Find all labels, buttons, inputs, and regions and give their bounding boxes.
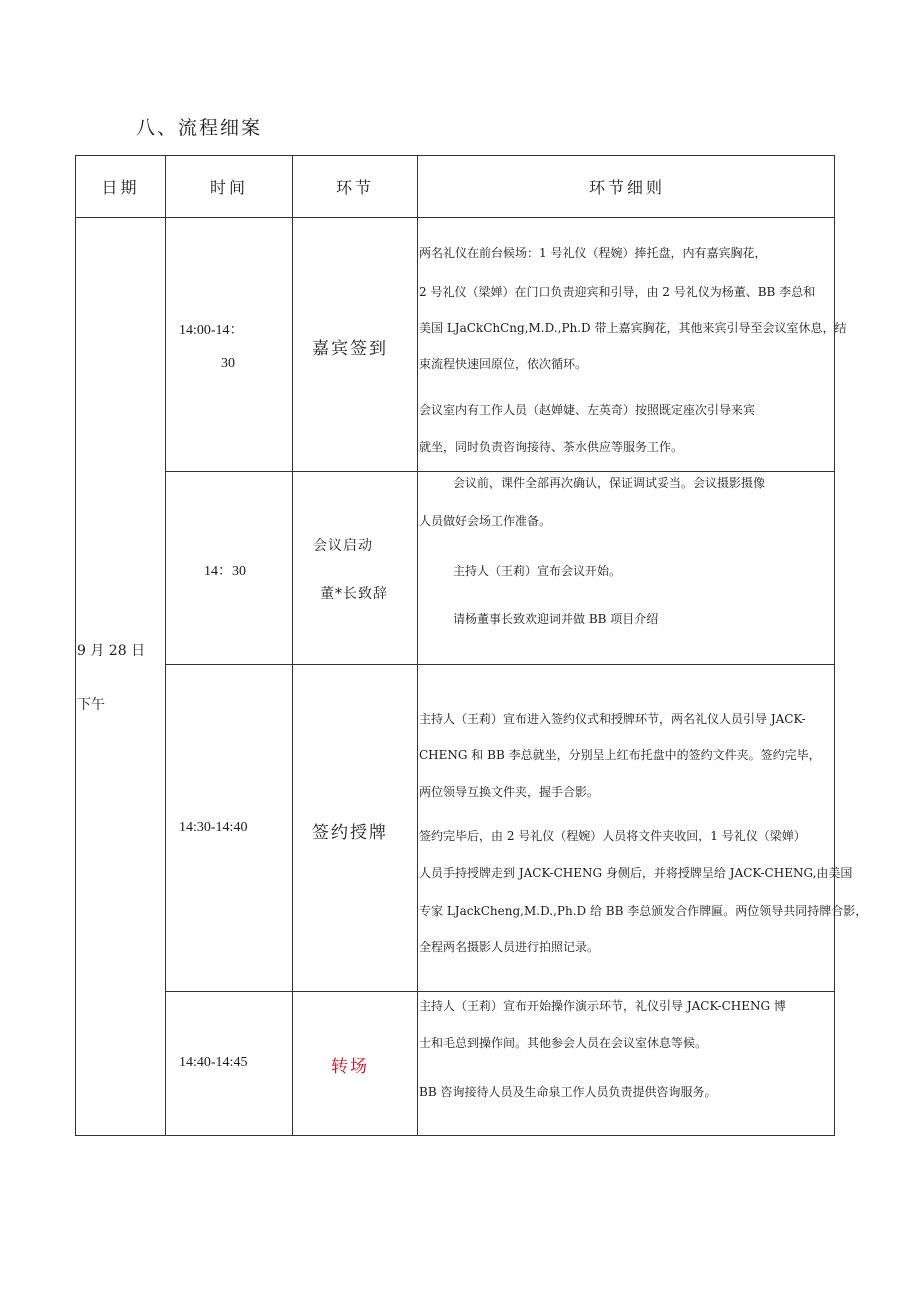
header-stage: 环节 (335, 178, 374, 197)
row-4-time: 14:40-14:45 (179, 1055, 248, 1070)
row-1-detail-6: 就坐，同时负责咨询接待、茶水供应等服务工作。 (419, 440, 684, 454)
row-2-stage-2: 董*长致辞 (320, 586, 388, 602)
row-3-detail-4: 签约完毕后，由 2 号礼仪（程婉）人员将文件夹收回，1 号礼仪（梁婵） (419, 829, 806, 843)
row-divider (165, 991, 834, 992)
row-1-detail-3: 美国 LJaCkChCng,M.D.,Ph.D 带上嘉宾胸花，其他来宾引导至会议室休息，结 (419, 321, 847, 335)
row-3-detail-5: 人员手持授牌走到 JACK-CHENG 身侧后，并将授牌呈给 JACK-CHENG,由美国 (419, 866, 853, 880)
row-divider (165, 664, 834, 665)
row-2-detail-2: 人员做好会场工作准备。 (419, 514, 552, 528)
schedule-table (75, 155, 868, 1136)
row-3-stage: 签约授牌 (312, 823, 388, 843)
row-3-detail-2: CHENG 和 BB 李总就坐，分别呈上红布托盘中的签约文件夹。签约完毕， (419, 748, 821, 762)
header-divider (76, 217, 834, 218)
section-title: 八、流程细案 (136, 117, 263, 139)
row-3-detail-7: 全程两名摄影人员进行拍照记录。 (419, 940, 600, 954)
column-divider (417, 156, 418, 1135)
row-1-detail-2: 2 号礼仪（梁婵）在门口负责迎宾和引导，由 2 号礼仪为杨董、BB 李总和 (419, 285, 816, 299)
row-3-detail-1: 主持人（王莉）宣布进入签约仪式和授牌环节，两名礼仪人员引导 JACK- (419, 712, 806, 726)
header-time: 时间 (209, 178, 248, 197)
row-3-detail-6: 专家 LJackCheng,M.D.,Ph.D 给 BB 李总颁发合作牌匾。两位领导共同持牌合影， (419, 904, 868, 918)
row-1-time-end: 30 (221, 356, 235, 371)
date-cell-period: 下午 (77, 697, 105, 713)
row-4-detail-2: 士和毛总到操作间。其他参会人员在会议室休息等候。 (419, 1036, 708, 1050)
row-1-detail-4: 束流程快速回原位，依次循环。 (419, 357, 588, 371)
row-2-detail-4: 请杨董事长致欢迎词并做 BB 项目介绍 (453, 612, 659, 626)
row-2-detail-1: 会议前，课件全部再次确认，保证调试妥当。会议摄影摄像 (453, 476, 766, 490)
row-2-time: 14：30 (204, 564, 246, 579)
row-4-detail-1: 主持人（王莉）宣布开始操作演示环节，礼仪引导 JACK-CHENG 博 (419, 999, 786, 1013)
column-divider (292, 156, 293, 1135)
row-1-stage: 嘉宾签到 (312, 339, 388, 359)
row-3-time: 14:30-14:40 (179, 820, 248, 835)
row-4-detail-3: BB 咨询接待人员及生命泉工作人员负责提供咨询服务。 (419, 1085, 717, 1099)
row-divider (165, 471, 834, 472)
column-divider (165, 156, 166, 1135)
row-4-stage: 转场 (331, 1057, 369, 1077)
row-1-detail-1: 两名礼仪在前台候场：1 号礼仪（程婉）捧托盘，内有嘉宾胸花， (419, 246, 767, 260)
row-2-stage-1: 会议启动 (313, 538, 373, 554)
header-date: 日期 (101, 178, 140, 197)
row-3-detail-3: 两位领导互换文件夹，握手合影。 (419, 785, 600, 799)
row-1-detail-5: 会议室内有工作人员（赵婵婕、左英奇）按照既定座次引导来宾 (419, 403, 756, 417)
date-cell-day: 9 月 28 日 (77, 643, 146, 659)
row-1-time-start: 14:00-14： (179, 323, 244, 338)
row-2-detail-3: 主持人（王莉）宣布会议开始。 (453, 564, 622, 578)
header-detail: 环节细则 (588, 178, 665, 197)
